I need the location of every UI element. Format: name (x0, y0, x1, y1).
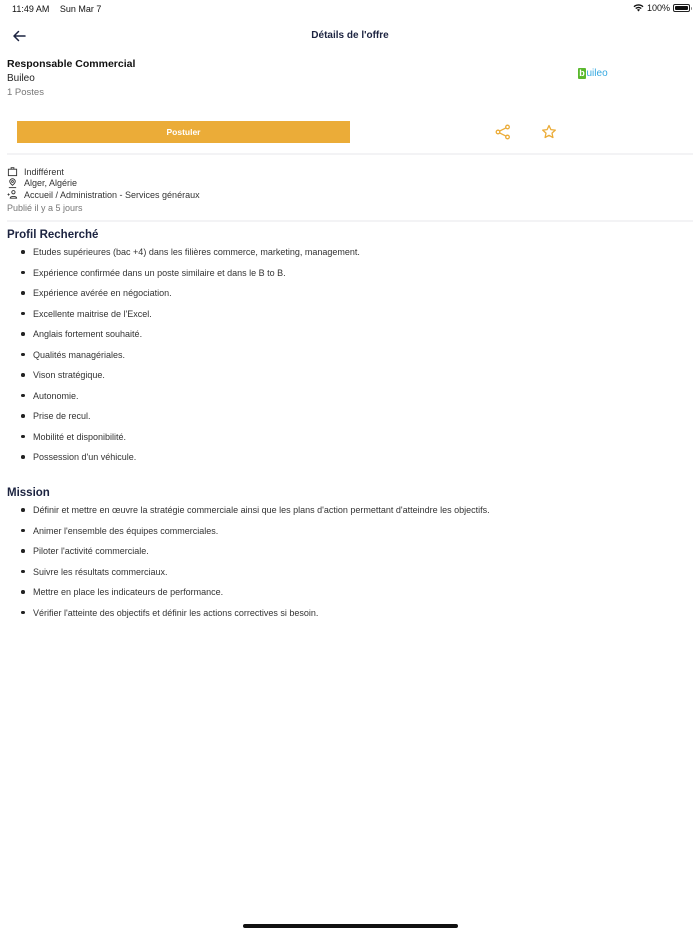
category: Accueil / Administration - Services généraux (24, 189, 200, 200)
list-item: Anglais fortement souhaité. (21, 327, 693, 348)
status-date: Sun Mar 7 (59, 4, 102, 14)
list-item: Expérience confirmée dans un poste similaire et dans le B to B. (21, 266, 693, 287)
battery-percent: 100% (646, 3, 670, 13)
share-icon (495, 124, 511, 140)
section-title: Profil Recherché (7, 229, 99, 241)
logo-letter: b (579, 67, 585, 78)
status-time: 11:49 AM (12, 4, 50, 14)
section-title: Mission (7, 487, 50, 499)
status-bar (0, 0, 700, 18)
logo-text: uileo (586, 67, 608, 79)
list-item: Etudes supérieures (bac +4) dans les filières commerce, marketing, management. (21, 245, 693, 266)
meta-category (7, 189, 200, 201)
positions-count: 1 Postes (7, 87, 44, 98)
divider (7, 220, 693, 222)
job-header (7, 58, 135, 98)
favorite-button[interactable] (541, 124, 557, 140)
list-item: Définir et mettre en œuvre la stratégie commerciale ainsi que les plans d'action permettant d'atteindre les objectifs. (21, 503, 693, 524)
mission-list (7, 503, 693, 626)
published-date: Publié il y a 5 jours (7, 202, 83, 213)
briefcase-icon (7, 166, 18, 177)
mission-section (7, 487, 693, 626)
profile-list (7, 245, 693, 471)
list-item: Mobilité et disponibilité. (21, 430, 693, 451)
battery-icon (673, 4, 690, 12)
job-title: Responsable Commercial (7, 58, 136, 70)
users-icon (7, 189, 18, 200)
company-name: Buileo (7, 73, 35, 84)
list-item: Vérifier l'atteinte des objectifs et définir les actions correctives si besoin. (21, 606, 693, 627)
list-item: Expérience avérée en négociation. (21, 286, 693, 307)
profile-section (7, 229, 693, 471)
star-icon (541, 124, 557, 140)
page-title: Détails de l'offre (311, 30, 389, 41)
list-item: Vison stratégique. (21, 368, 693, 389)
wifi-icon (633, 4, 644, 12)
list-item: Possession d'un véhicule. (21, 450, 693, 471)
company-logo (578, 64, 614, 82)
list-item: Suivre les résultats commerciaux. (21, 565, 693, 586)
location-pin-icon (7, 178, 18, 189)
list-item: Qualités managériales. (21, 348, 693, 369)
share-button[interactable] (495, 124, 511, 140)
home-indicator[interactable] (243, 924, 458, 928)
meta-contract (7, 166, 200, 178)
apply-button[interactable]: Postuler (17, 121, 350, 143)
contract-type: Indifférent (24, 166, 64, 177)
list-item: Piloter l'activité commerciale. (21, 544, 693, 565)
divider (7, 153, 693, 155)
list-item: Autonomie. (21, 389, 693, 410)
list-item: Animer l'ensemble des équipes commerciales. (21, 524, 693, 545)
location: Alger, Algérie (24, 178, 78, 189)
list-item: Prise de recul. (21, 409, 693, 430)
list-item: Mettre en place les indicateurs de performance. (21, 585, 693, 606)
list-item: Excellente maitrise de l'Excel. (21, 307, 693, 328)
meta-location (7, 178, 200, 190)
job-meta (7, 166, 200, 213)
nav-bar (0, 22, 700, 50)
